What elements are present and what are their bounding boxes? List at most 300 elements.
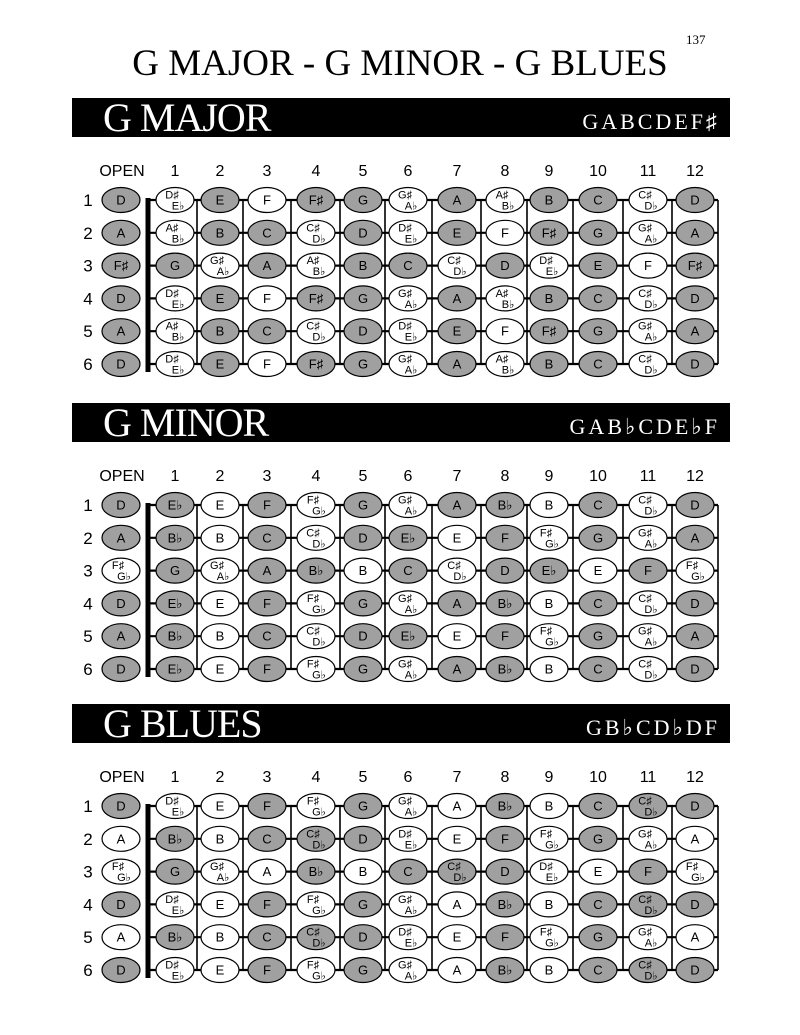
string-number: 4 [83,594,93,614]
fret-note [201,525,239,550]
note-sharp-name: G♯ [397,959,413,972]
note-sharp-name: D♯ [165,959,179,972]
fret-note [156,253,194,278]
note-sharp-name: G♯ [209,861,225,874]
fret-note [156,657,194,682]
fret-note [676,352,714,377]
string-number: 2 [83,223,93,243]
note-sharp-name: G♯ [637,320,653,333]
note-flat-name: A♭ [644,538,658,551]
note-name: D [116,896,126,912]
note-flat-name: D♭ [453,266,467,279]
note-name: B [215,530,225,546]
open-string-note [102,352,140,377]
open-header-label: OPEN [99,468,145,485]
note-name: A [262,258,272,274]
note-name: B♭ [497,896,513,912]
note-name: D [116,290,126,306]
note-sharp-name: C♯ [638,959,652,972]
note-flat-name: E♭ [404,937,418,950]
open-string-note [102,794,140,819]
open-string-note [102,925,140,950]
fret-note [530,624,568,649]
fret-number: 5 [358,769,368,786]
fret-note [344,253,382,278]
fret-note [486,352,524,377]
note-name: B [215,225,225,241]
note-name: F [263,962,271,978]
fret-note [389,558,427,583]
fret-note [297,624,335,649]
note-flat-name: D♭ [312,636,326,649]
note-flat-name: A♭ [404,806,418,819]
fret-note [629,925,667,950]
fret-note [438,859,476,884]
fret-note [438,558,476,583]
fret-note [530,657,568,682]
note-name: D [690,290,700,306]
fret-note [579,253,617,278]
fret-note [156,319,194,344]
fret-note [201,188,239,213]
note-name: B [215,831,225,847]
open-string-note [102,253,140,278]
fret-number: 10 [589,468,607,485]
note-name: E [452,628,462,644]
string-number: 3 [83,862,93,882]
note-sharp-name: D♯ [165,287,179,300]
note-name: C [593,661,603,677]
string-number: 5 [83,928,93,948]
note-name: A [690,225,700,241]
note-name: E♭ [400,530,416,546]
note-flat-name: A♭ [404,603,418,616]
fret-note [629,253,667,278]
fret-note [438,188,476,213]
note-sharp-name: F♯ [539,926,553,939]
note-name: D [116,192,126,208]
note-name: D [690,661,700,677]
note-name: A [116,225,126,241]
note-name: F [501,831,509,847]
fret-number: 1 [170,163,180,180]
note-sharp-name: D♯ [398,926,412,939]
note-name: D [116,356,126,372]
note-name: F♯ [113,258,129,274]
fret-note [248,352,286,377]
fret-number: 4 [311,468,321,485]
note-sharp-name: D♯ [539,861,553,874]
fret-note [248,220,286,245]
fret-note [201,892,239,917]
note-flat-name: D♭ [312,839,326,852]
fret-note [438,493,476,518]
note-name: A [116,323,126,339]
note-name: F [263,290,271,306]
fret-note [629,286,667,311]
string-number: 1 [83,496,93,515]
note-sharp-name: C♯ [306,527,320,540]
note-sharp-name: D♯ [165,795,179,808]
open-string-note [102,286,140,311]
fret-note [201,319,239,344]
note-name: E [452,929,462,945]
fretboard-diagram [0,148,800,388]
fret-note [629,892,667,917]
note-sharp-name: D♯ [398,222,412,235]
note-flat-name: E♭ [171,970,185,983]
fret-note [486,591,524,616]
note-name: A [690,323,700,339]
fret-note [530,352,568,377]
string-number: 5 [83,322,93,342]
note-sharp-name: G♯ [637,625,653,638]
note-flat-name: B♭ [501,200,515,213]
note-flat-name: G♭ [117,872,131,885]
fret-note [389,826,427,851]
note-name: D [116,798,126,814]
open-string-note [102,525,140,550]
note-flat-name: D♭ [644,806,658,819]
note-sharp-name: D♯ [165,189,179,202]
fret-note [389,591,427,616]
fret-note [344,558,382,583]
note-name: B♭ [497,962,513,978]
note-name: G [357,661,369,677]
note-flat-name: A♭ [644,331,658,344]
fret-note [486,253,524,278]
note-name: E [593,864,603,880]
note-name: A [452,192,462,208]
note-name: E [215,798,225,814]
fret-note [248,253,286,278]
note-name: F [644,864,652,880]
fret-note [676,657,714,682]
note-name: A [116,929,126,945]
fret-note [248,286,286,311]
note-sharp-name: C♯ [447,255,461,268]
fret-note [486,220,524,245]
fret-note [201,253,239,278]
note-flat-name: B♭ [501,364,515,377]
note-name: D [116,595,126,611]
note-name: A [452,896,462,912]
note-name: B♭ [308,864,324,880]
note-flat-name: D♭ [312,233,326,246]
note-sharp-name: G♯ [397,287,413,300]
fret-note [486,319,524,344]
fret-note [156,558,194,583]
fret-note [297,319,335,344]
fret-number: 6 [403,163,413,180]
note-name: C [262,929,272,945]
note-name: A [690,628,700,644]
fret-note [438,286,476,311]
fret-note [486,624,524,649]
fret-note [530,220,568,245]
note-name: C [262,628,272,644]
fret-number: 4 [311,163,321,180]
fret-note [486,286,524,311]
note-name: C [262,225,272,241]
fret-note [579,352,617,377]
fret-note [579,493,617,518]
fret-note [297,220,335,245]
note-flat-name: G♭ [545,839,559,852]
fret-note [629,859,667,884]
note-flat-name: A♭ [404,200,418,213]
note-name: B [544,798,554,814]
note-name: E [215,497,225,513]
fret-note [201,286,239,311]
fret-note [530,826,568,851]
fret-note [579,826,617,851]
scale-section-g-minor [0,403,800,693]
note-flat-name: A♭ [644,233,658,246]
note-name: E♭ [541,563,557,579]
fret-note [344,319,382,344]
note-name: B [544,497,554,513]
fret-note [344,892,382,917]
note-flat-name: G♭ [312,806,326,819]
nut [146,503,151,677]
fret-note [486,892,524,917]
note-name: C [593,595,603,611]
note-name: F♯ [308,356,324,372]
string-number: 1 [83,797,93,816]
string-number: 4 [83,289,93,309]
note-sharp-name: C♯ [638,189,652,202]
fret-note [676,253,714,278]
fret-note [438,958,476,983]
fret-note [438,892,476,917]
fret-number: 3 [262,769,272,786]
fret-number: 7 [452,769,462,786]
note-name: B [544,896,554,912]
note-name: F [501,929,509,945]
note-sharp-name: F♯ [306,658,320,671]
fret-note [629,591,667,616]
note-flat-name: G♭ [312,669,326,682]
note-name: G [592,225,604,241]
fret-note [530,525,568,550]
open-string-note [102,892,140,917]
note-name: G [592,628,604,644]
fret-note [201,558,239,583]
note-name: C [403,864,413,880]
note-name: B♭ [167,628,183,644]
fret-note [579,925,617,950]
fret-note [676,558,714,583]
note-sharp-name: D♯ [398,320,412,333]
fret-note [438,319,476,344]
note-sharp-name: G♯ [397,189,413,202]
note-name: G [357,798,369,814]
scale-name: G MINOR [103,403,269,442]
fret-note [201,958,239,983]
note-flat-name: G♭ [545,636,559,649]
fret-number: 2 [215,468,225,485]
fret-number: 12 [686,163,704,180]
note-flat-name: E♭ [545,266,559,279]
note-name: G [357,595,369,611]
note-name: G [357,356,369,372]
fret-note [438,253,476,278]
fret-number: 9 [544,163,554,180]
fret-note [629,319,667,344]
note-flat-name: G♭ [312,603,326,616]
fret-note [297,493,335,518]
fret-note [530,925,568,950]
fret-number: 5 [358,163,368,180]
nut [146,804,151,978]
fret-note [438,657,476,682]
note-sharp-name: C♯ [638,353,652,366]
fret-note [156,624,194,649]
fret-note [297,352,335,377]
note-flat-name: B♭ [501,298,515,311]
note-name: G [592,929,604,945]
note-name: F♯ [541,323,557,339]
fret-note [530,253,568,278]
note-flat-name: D♭ [453,571,467,584]
note-flat-name: E♭ [171,364,185,377]
fret-note [486,925,524,950]
note-flat-name: D♭ [644,669,658,682]
string-number: 6 [83,355,93,374]
fret-note [629,657,667,682]
fret-note [438,591,476,616]
note-flat-name: A♭ [216,266,230,279]
fret-note [201,352,239,377]
note-sharp-name: F♯ [306,959,320,972]
fret-note [344,794,382,819]
note-name: D [116,962,126,978]
note-flat-name: D♭ [644,200,658,213]
fret-note [486,958,524,983]
note-name: G [592,831,604,847]
fret-note [579,525,617,550]
note-name: D [358,628,368,644]
note-name: B [544,192,554,208]
fret-note [676,624,714,649]
note-sharp-name: A♯ [495,287,509,300]
note-flat-name: A♭ [216,872,230,885]
note-name: B [215,323,225,339]
note-name: B [215,929,225,945]
fret-number: 3 [262,163,272,180]
fret-note [248,826,286,851]
note-name: F [263,497,271,513]
fret-note [486,826,524,851]
fret-note [629,826,667,851]
fret-note [297,925,335,950]
open-string-note [102,188,140,213]
note-name: D [690,962,700,978]
fret-note [629,220,667,245]
note-sharp-name: F♯ [685,861,699,874]
note-flat-name: B♭ [312,266,326,279]
note-name: E [452,225,462,241]
note-flat-name: E♭ [404,839,418,852]
fret-note [676,525,714,550]
fret-note [389,319,427,344]
note-name: D [500,258,510,274]
note-name: B [215,628,225,644]
note-name: A [116,628,126,644]
string-number: 2 [83,829,93,849]
fret-note [530,319,568,344]
note-name: D [690,595,700,611]
fret-note [156,286,194,311]
note-flat-name: D♭ [644,505,658,518]
note-sharp-name: F♯ [306,494,320,507]
note-flat-name: A♭ [404,970,418,983]
note-flat-name: B♭ [171,233,185,246]
note-name: B♭ [167,929,183,945]
note-name: A [452,595,462,611]
fret-note [156,826,194,851]
fret-note [201,925,239,950]
note-sharp-name: C♯ [306,320,320,333]
fret-note [201,493,239,518]
fret-note [579,892,617,917]
fret-note [629,624,667,649]
note-flat-name: A♭ [216,571,230,584]
fret-note [579,558,617,583]
note-name: B [544,962,554,978]
fret-note [486,525,524,550]
fret-note [676,826,714,851]
fret-note [156,525,194,550]
fret-note [438,624,476,649]
fret-note [248,188,286,213]
note-flat-name: G♭ [691,872,705,885]
fret-note [389,925,427,950]
note-name: G [169,864,181,880]
note-flat-name: A♭ [644,937,658,950]
fret-note [676,591,714,616]
note-flat-name: A♭ [404,298,418,311]
fret-note [676,794,714,819]
note-name: D [358,929,368,945]
fret-number: 2 [215,769,225,786]
note-name: B♭ [497,595,513,611]
fret-note [389,253,427,278]
fret-number: 4 [311,769,321,786]
fret-note [201,591,239,616]
note-flat-name: E♭ [171,806,185,819]
fret-note [248,624,286,649]
fret-note [297,253,335,278]
note-name: C [593,896,603,912]
scale-name: G BLUES [103,704,262,743]
note-name: E [215,192,225,208]
note-name: C [262,323,272,339]
note-flat-name: G♭ [545,937,559,950]
fret-note [201,859,239,884]
note-sharp-name: A♯ [306,255,320,268]
fret-note [438,826,476,851]
fret-note [248,958,286,983]
note-flat-name: E♭ [404,331,418,344]
page-number: 137 [686,32,706,47]
fret-note [248,591,286,616]
note-sharp-name: C♯ [638,795,652,808]
fret-note [579,657,617,682]
note-name: B♭ [167,530,183,546]
fret-note [297,657,335,682]
